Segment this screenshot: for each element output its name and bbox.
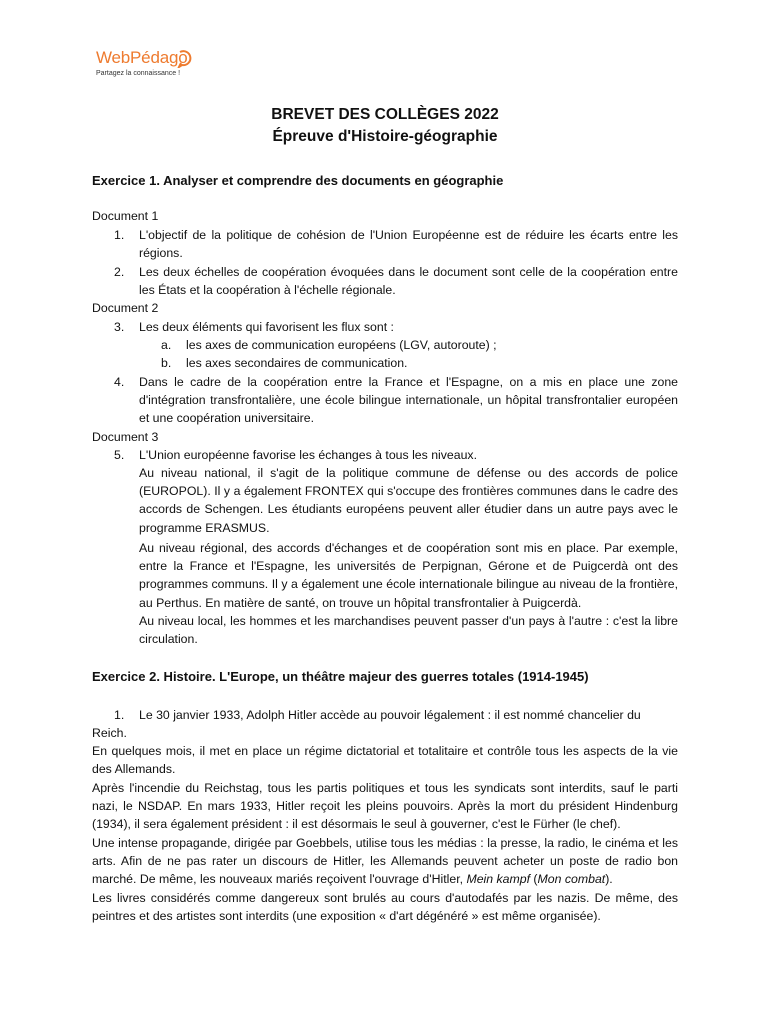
q1-number: 1. [114,228,125,242]
q3b-item: les axes secondaires de communication. [186,356,408,370]
q4-answer: Dans le cadre de la coopération entre la France et l'Espagne, on a mis en place une zone d'intégration transfrontalière, une école bilingue internationale, un hôpital transfrontalier européen et une coopération universitaire. [139,375,678,426]
exercise2-heading: Exercice 2. Histoire. L'Europe, un théâtre majeur des guerres totales (1914-1945) [92,669,589,684]
logo-name: WebPédago [96,48,188,67]
logo-tagline: Partagez la connaissance ! [96,70,181,77]
document-title: BREVET DES COLLÈGES 2022 [271,106,499,123]
speech-bubble-icon [176,50,194,68]
q5-local: Au niveau local, les hommes et les marchandises peuvent passer d'un pays à l'autre : c'est la libre circulation. [139,614,678,647]
ex2-paragraph-2: En quelques mois, il met en place un régime dictatorial et totalitaire et contrôle tous les aspects de la vie des Allemands. [92,744,678,777]
ex2-p4-text: Une intense propagande, dirigée par Goebbels, utilise tous les médias : la presse, la radio, le cinéma et les arts. Afin de ne pas rater un discours de Hitler, les Allemands peuvent acheter un poste de radio bon marché. De même, les nouveaux mariés reçoivent l'ouvrage d'Hitler, [92,836,678,887]
ex2-paragraph-3: Après l'incendie du Reichstag, tous les partis politiques et tous les syndicats sont interdits, sauf le parti nazi, le NSDAP. En mars 1933, Hitler reçoit les pleins pouvoirs. Après la mort du président Hindenburg (1934), il sera également président : il est désormais le seul à gouverner, c'est le Fürher (le chef). [92,781,678,832]
q5-national: Au niveau national, il s'agit de la politique commune de défense ou des accords de police (EUROPOL). Il y a également FRONTEX qui s'occupe des frontières communes dans le cadre des accords de Schengen. Les étudiants européens peuvent aller étudier dans un autre pays avec le programme ERASMUS. [139,466,678,535]
q4-number: 4. [114,375,125,389]
q1-answer: L'objectif de la politique de cohésion de l'Union Européenne est de réduire les écarts entre les régions. [139,228,678,261]
document1-label: Document 1 [92,209,159,223]
ex2-paragraph-4 [92,834,678,889]
q3a-item: les axes de communication européens (LGV, autoroute) ; [186,338,497,352]
ex2-q1-number: 1. [114,708,125,722]
document-subtitle: Épreuve d'Histoire-géographie [272,128,498,145]
book-title: Mein kampf [466,872,531,887]
ex2-paragraph-5: Les livres considérés comme dangereux sont brulés au cours d'autodafés par les nazis. De même, des peintres et des artistes sont interdits (une exposition « d'art dégénéré » est même organisée). [92,891,678,924]
webpedago-logo [92,48,202,84]
q2-answer: Les deux échelles de coopération évoquées dans le document sont celle de la coopération entre les États et la coopération à l'échelle régionale. [139,265,678,298]
q5-number: 5. [114,448,125,462]
ex2-p4-end: ). [605,872,613,887]
q5-regional: Au niveau régional, des accords d'échanges et de coopération sont mis en place. Par exemple, entre la France et l'Espagne, les universités de Perpignan, Gérone et de Puigcerdà ont des programmes communs. Il y a également une école internationale bilingue au niveau de la frontière, au Perthus. En matière de santé, on trouve un hôpital transfrontalier à Puigcerdà. [139,541,678,610]
ex2-p4-paren: ( [530,872,538,887]
q3-number: 3. [114,320,125,334]
q3a-letter: a. [161,338,172,352]
ex2-q1-line1: Le 30 janvier 1933, Adolph Hitler accède au pouvoir légalement : il est nommé chancelier du [139,708,641,722]
q5-intro: L'Union européenne favorise les échanges à tous les niveaux. [139,448,478,462]
document3-label: Document 3 [92,430,159,444]
ex2-q1-line2: Reich. [92,726,127,740]
q3b-letter: b. [161,356,172,370]
document2-label: Document 2 [92,301,159,315]
q2-number: 2. [114,265,125,279]
book-title-fr: Mon combat [537,872,606,887]
q3-answer: Les deux éléments qui favorisent les flux sont : [139,320,394,334]
exercise1-heading: Exercice 1. Analyser et comprendre des documents en géographie [92,173,504,188]
